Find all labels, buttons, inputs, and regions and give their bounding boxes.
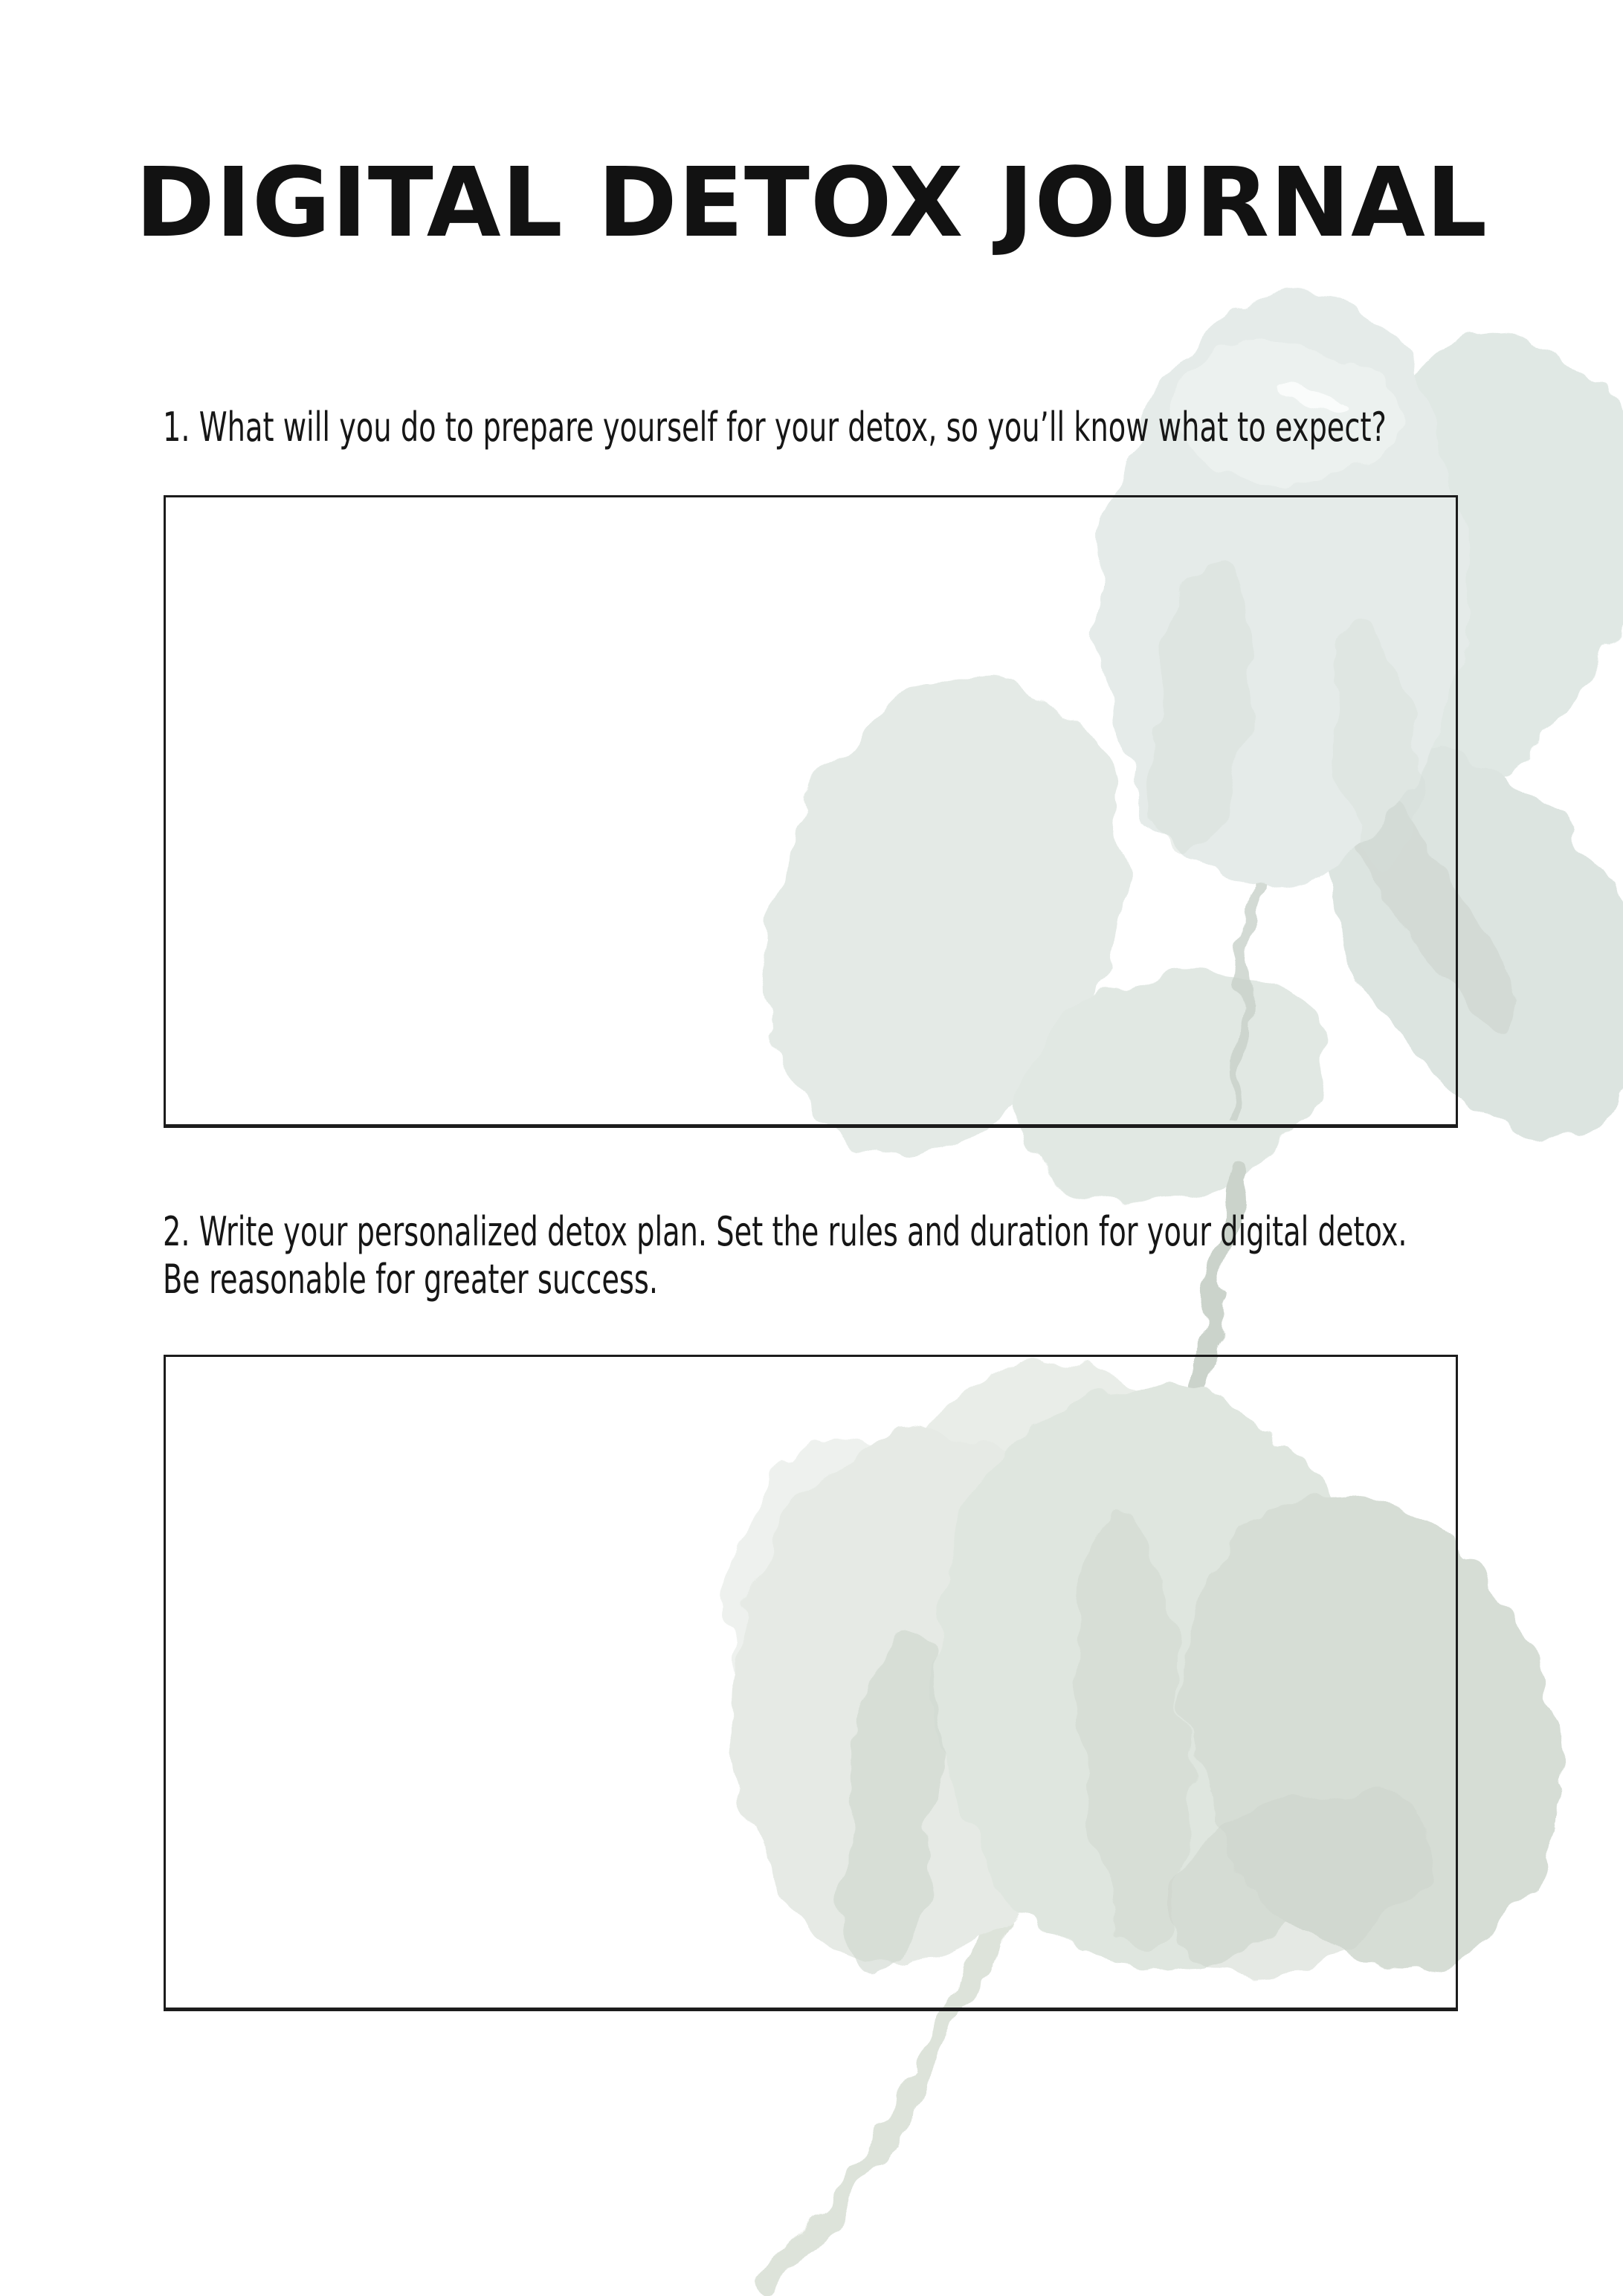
answer-box-1[interactable] (164, 495, 1458, 1128)
answer-box-2[interactable] (164, 1355, 1458, 2011)
question-1-text: 1. What will you do to prepare yourself for your detox, so you’ll know what to expect? (163, 404, 1387, 451)
question-2-section (163, 1208, 1407, 1303)
question-2-text-line-2: Be reasonable for greater success. (163, 1256, 659, 1303)
question-1-section (163, 404, 1387, 451)
question-2-text-line-1: 2. Write your personalized detox plan. Set the rules and duration for your digital detox. (163, 1208, 1407, 1255)
page-title: DIGITAL DETOX JOURNAL (135, 147, 1488, 259)
